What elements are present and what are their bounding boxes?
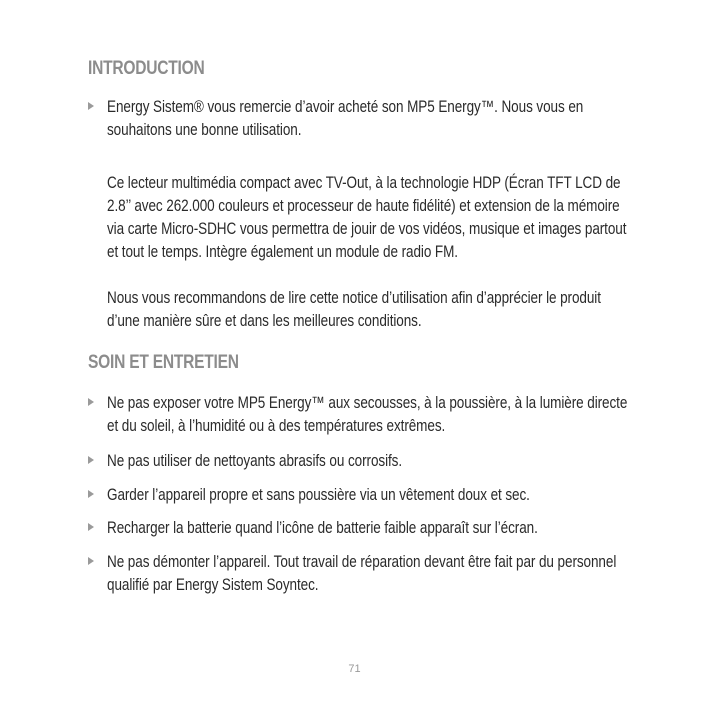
care-item-5-block <box>88 551 648 597</box>
triangle-bullet-icon <box>88 102 94 110</box>
care-item-text: Recharger la batterie quand l’icône de batterie faible apparaît sur l’écran. <box>107 519 538 537</box>
care-item-text: Ne pas utiliser de nettoyants abrasifs ou corrosifs. <box>107 452 403 470</box>
list-item <box>88 450 648 473</box>
care-item-3-block <box>88 484 648 507</box>
intro-paragraph-2: Nous vous recommandons de lire cette notice d’utilisation afin d’apprécier le produit d’une manière sûre et dans les meilleures conditions. <box>107 289 601 330</box>
triangle-bullet-icon <box>88 523 94 531</box>
care-item-1-block <box>88 392 648 438</box>
intro-bullet-item <box>88 96 648 142</box>
list-item <box>88 517 648 540</box>
care-item-4-block <box>88 517 648 540</box>
introduction-section <box>88 96 648 142</box>
care-item-text: Ne pas exposer votre MP5 Energy™ aux secousses, à la poussière, à la lumière directe et du soleil, à l’humidité ou à des températures extrêmes. <box>107 394 628 435</box>
list-item <box>88 484 648 507</box>
care-item-2-block <box>88 450 648 473</box>
triangle-bullet-icon <box>88 490 94 498</box>
care-item-text: Ne pas démonter l’appareil. Tout travail de réparation devant être fait par du personnel qualifié par Energy Sistem Soyntec. <box>107 553 617 594</box>
intro-paragraph-1: Ce lecteur multimédia compact avec TV-Out, à la technologie HDP (Écran TFT LCD de 2.8’’ avec 262.000 couleurs et processeur de haute fidélité) et extension de la mémoire via carte Micro-SDHC vous permettra de jouir de vos vidéos, musique et images partout et tout le temps. Intègre également un module de radio FM. <box>107 174 627 261</box>
list-item <box>88 392 648 438</box>
intro-paragraph-2-block <box>88 271 648 349</box>
care-heading: SOIN ET ENTRETIEN <box>88 352 239 373</box>
introduction-heading: INTRODUCTION <box>88 58 205 79</box>
intro-bullet-text: Energy Sistem® vous remercie d’avoir acheté son MP5 Energy™. Nous vous en souhaitons une bonne utilisation. <box>107 98 584 139</box>
list-item <box>88 551 648 597</box>
triangle-bullet-icon <box>88 398 94 406</box>
triangle-bullet-icon <box>88 557 94 565</box>
triangle-bullet-icon <box>88 456 94 464</box>
intro-paragraph-1-block <box>88 156 648 280</box>
page-number: 71 <box>348 663 361 675</box>
care-item-text: Garder l’appareil propre et sans poussière via un vêtement doux et sec. <box>107 486 530 504</box>
